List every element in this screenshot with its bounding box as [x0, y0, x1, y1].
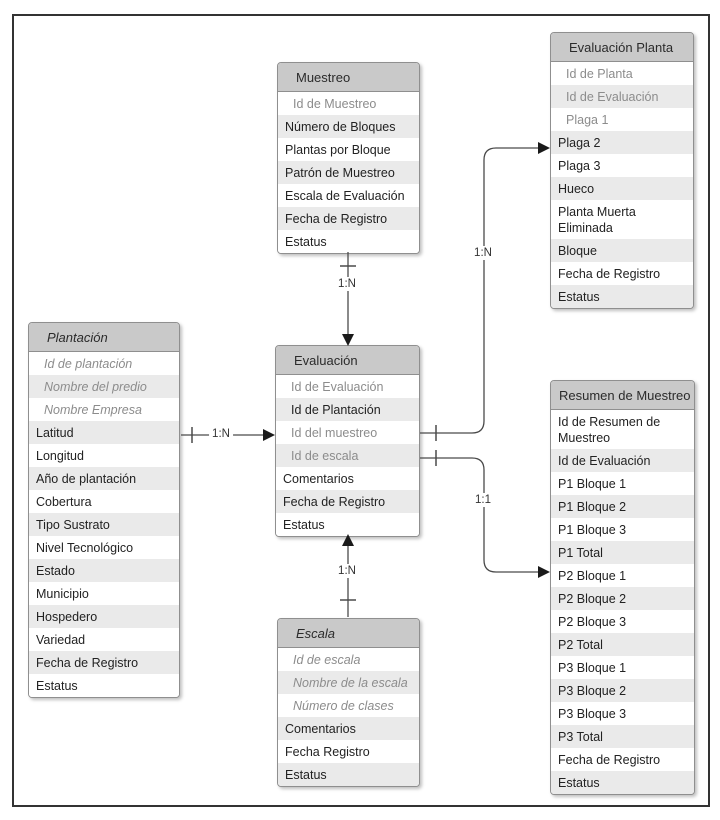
- entity-rows: [551, 62, 693, 308]
- relation-label: 1:N: [209, 427, 233, 441]
- entity-row: Hospedero: [29, 605, 179, 628]
- entity-row: Id de escala: [278, 648, 419, 671]
- entity-title: Muestreo: [278, 63, 419, 92]
- entity-row: P3 Bloque 1: [551, 656, 694, 679]
- entity-row: Id de Plantación: [276, 398, 419, 421]
- entity-row: Patrón de Muestreo: [278, 161, 419, 184]
- entity-row: P1 Total: [551, 541, 694, 564]
- entity-muestreo: [277, 62, 420, 254]
- entity-row: P3 Total: [551, 725, 694, 748]
- entity-row: Longitud: [29, 444, 179, 467]
- entity-row: Estatus: [278, 763, 419, 786]
- entity-row: Estatus: [551, 285, 693, 308]
- entity-row: P2 Bloque 3: [551, 610, 694, 633]
- entity-evaluacion: [275, 345, 420, 537]
- entity-row: Nivel Tecnológico: [29, 536, 179, 559]
- entity-title: Resumen de Muestreo: [551, 381, 694, 410]
- entity-row: Fecha Registro: [278, 740, 419, 763]
- entity-row: Latitud: [29, 421, 179, 444]
- entity-row: Municipio: [29, 582, 179, 605]
- entity-row: Id de Evaluación: [551, 449, 694, 472]
- entity-row: Estatus: [29, 674, 179, 697]
- entity-rows: [29, 352, 179, 697]
- entity-row: Plaga 1: [551, 108, 693, 131]
- entity-row: P2 Total: [551, 633, 694, 656]
- entity-row: Cobertura: [29, 490, 179, 513]
- entity-row: Tipo Sustrato: [29, 513, 179, 536]
- entity-row: Id de Evaluación: [551, 85, 693, 108]
- entity-row: Id de Evaluación: [276, 375, 419, 398]
- entity-row: Fecha de Registro: [551, 262, 693, 285]
- entity-row: P3 Bloque 3: [551, 702, 694, 725]
- entity-row: Fecha de Registro: [278, 207, 419, 230]
- entity-row: Fecha de Registro: [276, 490, 419, 513]
- entity-row: Estatus: [278, 230, 419, 253]
- entity-row: Plaga 2: [551, 131, 693, 154]
- entity-row: Plaga 3: [551, 154, 693, 177]
- entity-rows: [278, 92, 419, 253]
- entity-row: P1 Bloque 1: [551, 472, 694, 495]
- entity-row: Nombre del predio: [29, 375, 179, 398]
- entity-row: P3 Bloque 2: [551, 679, 694, 702]
- entity-rows: [551, 410, 694, 794]
- relation-label: 1:N: [471, 246, 495, 260]
- relation-label: 1:N: [335, 564, 359, 578]
- entity-escala: [277, 618, 420, 787]
- entity-title: Evaluación Planta: [551, 33, 693, 62]
- entity-row: Nombre Empresa: [29, 398, 179, 421]
- entity-row: Hueco: [551, 177, 693, 200]
- entity-row: Fecha de Registro: [29, 651, 179, 674]
- entity-row: Id de plantación: [29, 352, 179, 375]
- entity-title: Plantación: [29, 323, 179, 352]
- entity-row: Id de Resumen de Muestreo: [551, 410, 694, 449]
- entity-row: Número de clases: [278, 694, 419, 717]
- entity-row: Comentarios: [278, 717, 419, 740]
- entity-row: Id de Planta: [551, 62, 693, 85]
- entity-row: Planta Muerta Eliminada: [551, 200, 693, 239]
- entity-row: Id del muestreo: [276, 421, 419, 444]
- entity-row: Variedad: [29, 628, 179, 651]
- entity-row: Plantas por Bloque: [278, 138, 419, 161]
- entity-row: Fecha de Registro: [551, 748, 694, 771]
- entity-title: Escala: [278, 619, 419, 648]
- entity-row: P1 Bloque 3: [551, 518, 694, 541]
- entity-row: Id de Muestreo: [278, 92, 419, 115]
- entity-evaluacion-planta: [550, 32, 694, 309]
- entity-rows: [276, 375, 419, 536]
- relation-label: 1:1: [472, 493, 494, 507]
- entity-row: Comentarios: [276, 467, 419, 490]
- entity-row: Bloque: [551, 239, 693, 262]
- entity-row: Nombre de la escala: [278, 671, 419, 694]
- entity-row: P2 Bloque 2: [551, 587, 694, 610]
- entity-resumen-de-muestreo: [550, 380, 695, 795]
- entity-row: Estado: [29, 559, 179, 582]
- entity-rows: [278, 648, 419, 786]
- entity-row: Número de Bloques: [278, 115, 419, 138]
- entity-row: P1 Bloque 2: [551, 495, 694, 518]
- entity-row: Escala de Evaluación: [278, 184, 419, 207]
- relation-label: 1:N: [335, 277, 359, 291]
- entity-row: Año de plantación: [29, 467, 179, 490]
- entity-row: Estatus: [276, 513, 419, 536]
- entity-plantacion: [28, 322, 180, 698]
- entity-title: Evaluación: [276, 346, 419, 375]
- entity-row: Estatus: [551, 771, 694, 794]
- entity-row: P2 Bloque 1: [551, 564, 694, 587]
- entity-row: Id de escala: [276, 444, 419, 467]
